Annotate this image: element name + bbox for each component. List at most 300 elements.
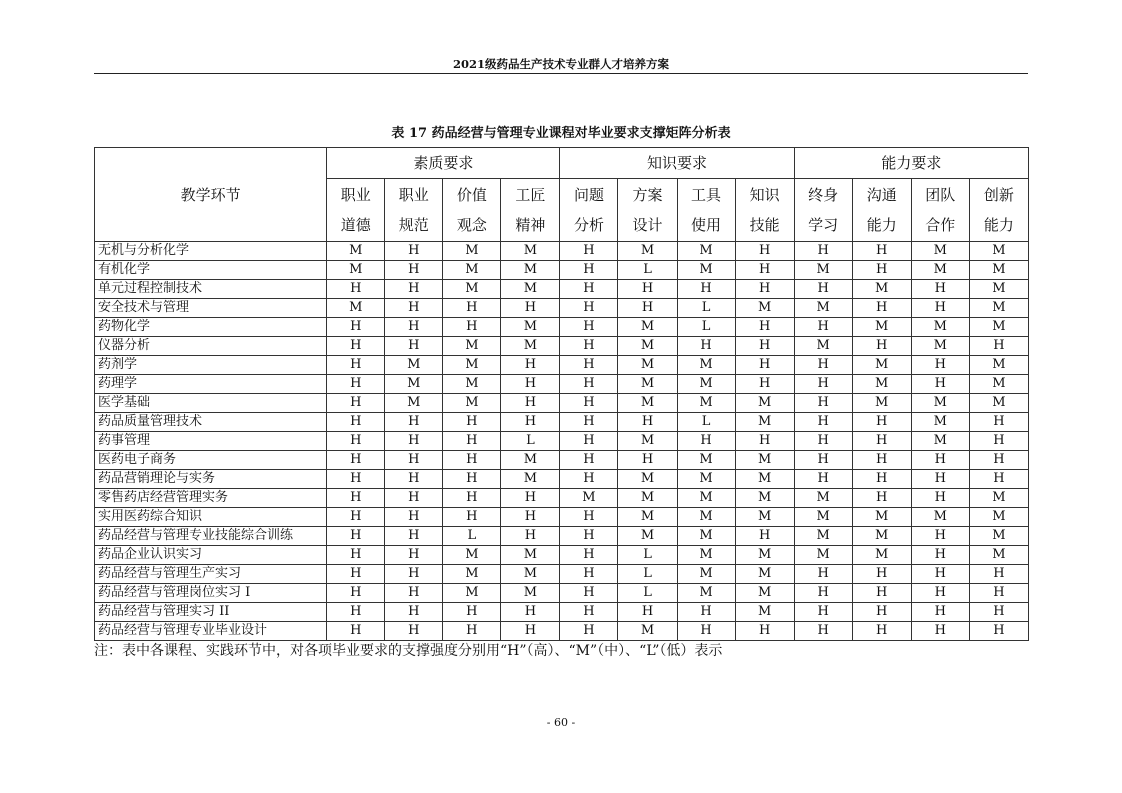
- support-level-cell: M: [969, 527, 1028, 546]
- support-level-cell: H: [618, 299, 677, 318]
- support-level-cell: H: [911, 546, 969, 565]
- support-level-cell: H: [735, 375, 794, 394]
- support-level-cell: H: [969, 337, 1028, 356]
- support-level-cell: H: [560, 584, 618, 603]
- support-level-cell: H: [385, 242, 443, 261]
- support-level-cell: M: [677, 584, 735, 603]
- course-name-cell: 药品经营与管理专业技能综合训练: [95, 527, 327, 546]
- table-row: [95, 432, 1029, 451]
- course-name-cell: 药品营销理论与实务: [95, 470, 327, 489]
- support-level-cell: M: [618, 527, 677, 546]
- corner-header-cell: 教学环节: [95, 148, 327, 242]
- requirement-label-line1: 方案: [632, 186, 663, 204]
- course-name-cell: 药品经营与管理生产实习: [95, 565, 327, 584]
- support-level-cell: H: [735, 622, 794, 641]
- support-level-cell: H: [852, 470, 911, 489]
- support-level-cell: M: [618, 356, 677, 375]
- support-level-cell: H: [385, 470, 443, 489]
- support-level-cell: H: [618, 451, 677, 470]
- support-level-cell: H: [560, 280, 618, 299]
- support-level-cell: M: [677, 451, 735, 470]
- support-level-cell: M: [443, 337, 501, 356]
- table-row: [95, 356, 1029, 375]
- support-level-cell: H: [560, 527, 618, 546]
- table-row: [95, 242, 1029, 261]
- support-level-cell: H: [560, 432, 618, 451]
- support-level-cell: H: [327, 394, 385, 413]
- support-level-cell: H: [501, 508, 560, 527]
- support-level-cell: H: [852, 603, 911, 622]
- support-level-cell: M: [677, 375, 735, 394]
- header-divider: [94, 73, 1028, 74]
- support-level-cell: H: [560, 318, 618, 337]
- support-level-cell: M: [794, 337, 852, 356]
- support-level-cell: M: [443, 565, 501, 584]
- support-level-cell: M: [443, 394, 501, 413]
- support-level-cell: M: [794, 546, 852, 565]
- support-level-cell: H: [327, 280, 385, 299]
- support-level-cell: H: [969, 432, 1028, 451]
- support-level-cell: H: [911, 299, 969, 318]
- table-row: [95, 318, 1029, 337]
- table-row: [95, 261, 1029, 280]
- support-level-cell: M: [501, 470, 560, 489]
- support-level-cell: H: [327, 527, 385, 546]
- support-level-cell: M: [969, 318, 1028, 337]
- support-level-cell: H: [327, 603, 385, 622]
- requirement-label-line1: 团队: [925, 186, 956, 204]
- requirement-label-line2: 合作: [925, 216, 956, 234]
- requirement-header-cell: [677, 179, 735, 242]
- support-level-cell: H: [501, 375, 560, 394]
- support-level-cell: L: [443, 527, 501, 546]
- support-level-cell: M: [618, 489, 677, 508]
- requirement-label-line1: 创新: [983, 186, 1014, 204]
- support-level-cell: H: [385, 261, 443, 280]
- support-level-cell: L: [618, 546, 677, 565]
- support-level-cell: M: [677, 242, 735, 261]
- requirement-header-cell: [385, 179, 443, 242]
- support-level-cell: H: [735, 527, 794, 546]
- support-level-cell: M: [501, 242, 560, 261]
- requirement-header-cell: [443, 179, 501, 242]
- support-level-cell: H: [327, 451, 385, 470]
- table-row: [95, 508, 1029, 527]
- support-level-cell: M: [385, 356, 443, 375]
- table-row: [95, 299, 1029, 318]
- group-header-quality: 素质要求: [327, 148, 560, 179]
- table-row: [95, 527, 1029, 546]
- support-level-cell: M: [501, 261, 560, 280]
- support-level-cell: M: [911, 261, 969, 280]
- support-level-cell: M: [852, 318, 911, 337]
- support-level-cell: H: [385, 565, 443, 584]
- support-level-cell: H: [385, 508, 443, 527]
- support-level-cell: M: [677, 527, 735, 546]
- support-level-cell: H: [443, 622, 501, 641]
- requirement-label-line1: 问题: [573, 186, 604, 204]
- support-level-cell: M: [501, 565, 560, 584]
- requirement-header-cell: [911, 179, 969, 242]
- support-level-cell: M: [677, 356, 735, 375]
- support-level-cell: H: [969, 470, 1028, 489]
- requirement-label-line1: 职业: [340, 186, 371, 204]
- support-level-cell: H: [794, 394, 852, 413]
- support-level-cell: H: [852, 584, 911, 603]
- support-level-cell: H: [501, 356, 560, 375]
- support-level-cell: H: [969, 622, 1028, 641]
- support-level-cell: L: [677, 299, 735, 318]
- support-level-cell: H: [327, 584, 385, 603]
- support-level-cell: H: [794, 622, 852, 641]
- support-level-cell: H: [385, 280, 443, 299]
- support-level-cell: M: [327, 242, 385, 261]
- support-level-cell: H: [560, 546, 618, 565]
- support-level-cell: M: [794, 261, 852, 280]
- support-level-cell: L: [677, 318, 735, 337]
- course-name-cell: 药品企业认识实习: [95, 546, 327, 565]
- course-name-cell: 无机与分析化学: [95, 242, 327, 261]
- support-level-cell: M: [911, 413, 969, 432]
- support-level-cell: H: [735, 432, 794, 451]
- support-level-cell: M: [852, 546, 911, 565]
- support-level-cell: H: [327, 318, 385, 337]
- support-level-cell: H: [501, 603, 560, 622]
- table-row: [95, 394, 1029, 413]
- support-level-cell: H: [443, 318, 501, 337]
- support-level-cell: M: [852, 356, 911, 375]
- support-level-cell: H: [560, 508, 618, 527]
- support-level-cell: H: [911, 565, 969, 584]
- support-level-cell: M: [618, 508, 677, 527]
- requirement-header-cell: [794, 179, 852, 242]
- requirement-label-line2: 能力: [866, 216, 897, 234]
- support-matrix-table: [94, 147, 1029, 641]
- support-level-cell: M: [327, 261, 385, 280]
- support-level-cell: H: [618, 413, 677, 432]
- requirement-label-line1: 职业: [398, 186, 429, 204]
- support-level-cell: H: [735, 318, 794, 337]
- support-level-cell: H: [852, 565, 911, 584]
- support-level-cell: M: [911, 508, 969, 527]
- support-level-cell: M: [735, 489, 794, 508]
- support-level-cell: M: [969, 508, 1028, 527]
- support-level-cell: H: [443, 432, 501, 451]
- support-level-cell: H: [911, 280, 969, 299]
- support-level-cell: H: [560, 451, 618, 470]
- support-level-cell: H: [852, 451, 911, 470]
- support-level-cell: H: [385, 451, 443, 470]
- support-level-cell: H: [443, 299, 501, 318]
- support-level-cell: M: [735, 299, 794, 318]
- support-level-cell: H: [443, 489, 501, 508]
- support-level-cell: M: [735, 451, 794, 470]
- support-level-cell: M: [969, 356, 1028, 375]
- support-level-cell: M: [969, 280, 1028, 299]
- group-header-knowledge: 知识要求: [560, 148, 794, 179]
- support-level-cell: L: [618, 565, 677, 584]
- support-level-cell: H: [911, 584, 969, 603]
- support-level-cell: H: [385, 318, 443, 337]
- support-level-cell: H: [852, 337, 911, 356]
- support-level-cell: H: [327, 489, 385, 508]
- course-name-cell: 有机化学: [95, 261, 327, 280]
- support-level-cell: H: [560, 394, 618, 413]
- course-name-cell: 实用医药综合知识: [95, 508, 327, 527]
- support-level-cell: M: [327, 299, 385, 318]
- course-name-cell: 单元过程控制技术: [95, 280, 327, 299]
- table-note: 注：表中各课程、实践环节中，对各项毕业要求的支撑强度分别用“H”（高）、“M”（中）、“L”（低）表示: [94, 643, 723, 659]
- support-level-cell: H: [501, 413, 560, 432]
- support-level-cell: L: [501, 432, 560, 451]
- table-row: [95, 565, 1029, 584]
- support-level-cell: M: [443, 280, 501, 299]
- support-level-cell: M: [969, 261, 1028, 280]
- support-level-cell: H: [327, 508, 385, 527]
- support-level-cell: H: [560, 356, 618, 375]
- requirement-header-cell: [852, 179, 911, 242]
- support-level-cell: M: [794, 527, 852, 546]
- support-level-cell: H: [735, 242, 794, 261]
- support-level-cell: H: [794, 280, 852, 299]
- support-level-cell: H: [327, 546, 385, 565]
- requirement-label-line2: 能力: [983, 216, 1014, 234]
- support-level-cell: H: [327, 622, 385, 641]
- support-level-cell: H: [501, 622, 560, 641]
- requirement-label-line1: 价值: [456, 186, 487, 204]
- support-level-cell: M: [969, 299, 1028, 318]
- support-level-cell: M: [618, 242, 677, 261]
- support-level-cell: H: [735, 280, 794, 299]
- table-row: [95, 622, 1029, 641]
- support-level-cell: M: [501, 584, 560, 603]
- table-row: [95, 489, 1029, 508]
- table-row: [95, 603, 1029, 622]
- table-row: [95, 546, 1029, 565]
- support-level-cell: H: [735, 337, 794, 356]
- support-level-cell: H: [677, 280, 735, 299]
- support-level-cell: M: [852, 280, 911, 299]
- support-level-cell: H: [618, 603, 677, 622]
- support-level-cell: M: [911, 318, 969, 337]
- support-level-cell: H: [385, 337, 443, 356]
- requirement-label-line2: 学习: [808, 216, 839, 234]
- requirement-label-line2: 技能: [749, 216, 780, 234]
- support-level-cell: H: [794, 451, 852, 470]
- support-level-cell: H: [501, 489, 560, 508]
- support-level-cell: M: [677, 470, 735, 489]
- page-number: - 60 -: [546, 716, 576, 729]
- support-level-cell: H: [794, 603, 852, 622]
- support-level-cell: H: [385, 299, 443, 318]
- support-level-cell: H: [385, 489, 443, 508]
- support-level-cell: H: [794, 356, 852, 375]
- support-level-cell: M: [852, 394, 911, 413]
- support-level-cell: M: [969, 375, 1028, 394]
- support-level-cell: M: [735, 508, 794, 527]
- table-row: [95, 337, 1029, 356]
- support-level-cell: M: [735, 603, 794, 622]
- support-level-cell: M: [443, 584, 501, 603]
- support-level-cell: H: [327, 337, 385, 356]
- course-name-cell: 药事管理: [95, 432, 327, 451]
- requirement-label-line2: 观念: [456, 216, 487, 234]
- course-name-cell: 药品质量管理技术: [95, 413, 327, 432]
- support-level-cell: M: [969, 394, 1028, 413]
- support-level-cell: M: [501, 451, 560, 470]
- support-level-cell: H: [735, 356, 794, 375]
- table-caption: 表 17 药品经营与管理专业课程对毕业要求支撑矩阵分析表: [391, 126, 731, 141]
- support-level-cell: H: [969, 603, 1028, 622]
- support-level-cell: H: [327, 356, 385, 375]
- support-level-cell: M: [735, 413, 794, 432]
- support-level-cell: H: [560, 565, 618, 584]
- support-level-cell: H: [677, 432, 735, 451]
- support-level-cell: M: [443, 375, 501, 394]
- course-name-cell: 药品经营与管理岗位实习 I: [95, 584, 327, 603]
- support-level-cell: H: [327, 375, 385, 394]
- support-level-cell: H: [911, 470, 969, 489]
- support-level-cell: M: [385, 375, 443, 394]
- support-level-cell: M: [443, 242, 501, 261]
- support-level-cell: H: [911, 375, 969, 394]
- requirement-header-cell: [618, 179, 677, 242]
- support-level-cell: H: [560, 603, 618, 622]
- support-level-cell: H: [560, 413, 618, 432]
- requirement-header-cell: [560, 179, 618, 242]
- table-row: [95, 375, 1029, 394]
- table-row: [95, 451, 1029, 470]
- support-level-cell: M: [794, 508, 852, 527]
- support-level-cell: M: [618, 622, 677, 641]
- support-level-cell: M: [618, 432, 677, 451]
- support-level-cell: M: [677, 394, 735, 413]
- support-level-cell: M: [969, 242, 1028, 261]
- requirement-label-line2: 使用: [691, 216, 722, 234]
- support-level-cell: H: [852, 432, 911, 451]
- course-name-cell: 安全技术与管理: [95, 299, 327, 318]
- support-level-cell: H: [385, 413, 443, 432]
- course-name-cell: 药品经营与管理专业毕业设计: [95, 622, 327, 641]
- requirement-label-line1: 工具: [691, 186, 722, 204]
- requirement-label-line1: 工匠: [515, 186, 546, 204]
- support-level-cell: M: [911, 432, 969, 451]
- support-level-cell: H: [911, 527, 969, 546]
- support-level-cell: H: [443, 470, 501, 489]
- support-level-cell: M: [560, 489, 618, 508]
- support-level-cell: H: [560, 261, 618, 280]
- support-level-cell: M: [852, 527, 911, 546]
- support-level-cell: M: [618, 470, 677, 489]
- requirement-label-line1: 终身: [808, 186, 839, 204]
- support-level-cell: H: [911, 489, 969, 508]
- table-row: [95, 413, 1029, 432]
- support-level-cell: H: [385, 432, 443, 451]
- support-level-cell: H: [794, 375, 852, 394]
- support-level-cell: H: [911, 356, 969, 375]
- support-level-cell: H: [969, 413, 1028, 432]
- support-level-cell: M: [794, 489, 852, 508]
- support-level-cell: H: [794, 432, 852, 451]
- course-name-cell: 药理学: [95, 375, 327, 394]
- support-level-cell: H: [735, 261, 794, 280]
- support-level-cell: M: [677, 261, 735, 280]
- support-level-cell: H: [443, 451, 501, 470]
- support-level-cell: H: [327, 413, 385, 432]
- support-level-cell: L: [618, 584, 677, 603]
- support-level-cell: H: [852, 413, 911, 432]
- support-level-cell: L: [677, 413, 735, 432]
- requirement-label-line2: 设计: [632, 216, 663, 234]
- support-level-cell: H: [327, 470, 385, 489]
- support-level-cell: H: [794, 318, 852, 337]
- support-level-cell: H: [677, 337, 735, 356]
- support-level-cell: M: [969, 489, 1028, 508]
- course-name-cell: 零售药店经营管理实务: [95, 489, 327, 508]
- support-level-cell: H: [911, 603, 969, 622]
- support-level-cell: H: [443, 603, 501, 622]
- support-level-cell: H: [852, 489, 911, 508]
- support-level-cell: M: [969, 546, 1028, 565]
- support-level-cell: H: [618, 280, 677, 299]
- support-level-cell: M: [852, 508, 911, 527]
- requirement-label-line1: 沟通: [866, 186, 897, 204]
- support-level-cell: H: [911, 451, 969, 470]
- support-level-cell: M: [852, 375, 911, 394]
- support-level-cell: H: [794, 565, 852, 584]
- requirement-header-cell: [501, 179, 560, 242]
- support-level-cell: M: [501, 546, 560, 565]
- table-row: [95, 470, 1029, 489]
- support-level-cell: H: [794, 242, 852, 261]
- support-level-cell: H: [911, 622, 969, 641]
- support-level-cell: H: [969, 584, 1028, 603]
- support-level-cell: H: [794, 470, 852, 489]
- support-level-cell: M: [911, 394, 969, 413]
- table-row: [95, 584, 1029, 603]
- support-level-cell: H: [677, 603, 735, 622]
- support-level-cell: M: [677, 565, 735, 584]
- requirement-header-cell: [327, 179, 385, 242]
- course-name-cell: 医学基础: [95, 394, 327, 413]
- requirement-header-cell: [969, 179, 1028, 242]
- support-level-cell: M: [735, 584, 794, 603]
- course-name-cell: 仪器分析: [95, 337, 327, 356]
- support-level-cell: M: [385, 394, 443, 413]
- support-level-cell: H: [794, 413, 852, 432]
- support-level-cell: H: [969, 565, 1028, 584]
- support-level-cell: H: [443, 413, 501, 432]
- support-level-cell: M: [618, 337, 677, 356]
- support-level-cell: M: [911, 337, 969, 356]
- support-level-cell: H: [560, 242, 618, 261]
- table-row: [95, 280, 1029, 299]
- support-level-cell: H: [852, 622, 911, 641]
- support-level-cell: M: [735, 565, 794, 584]
- support-level-cell: H: [327, 432, 385, 451]
- support-level-cell: M: [794, 299, 852, 318]
- support-level-cell: H: [560, 622, 618, 641]
- support-level-cell: H: [385, 527, 443, 546]
- document-header-title: 2021级药品生产技术专业群人才培养方案: [452, 57, 669, 71]
- table-group-header-row: [95, 148, 1029, 179]
- support-level-cell: M: [443, 546, 501, 565]
- support-level-cell: M: [735, 470, 794, 489]
- group-header-ability: 能力要求: [794, 148, 1028, 179]
- support-level-cell: M: [677, 508, 735, 527]
- support-level-cell: H: [794, 584, 852, 603]
- support-level-cell: H: [501, 527, 560, 546]
